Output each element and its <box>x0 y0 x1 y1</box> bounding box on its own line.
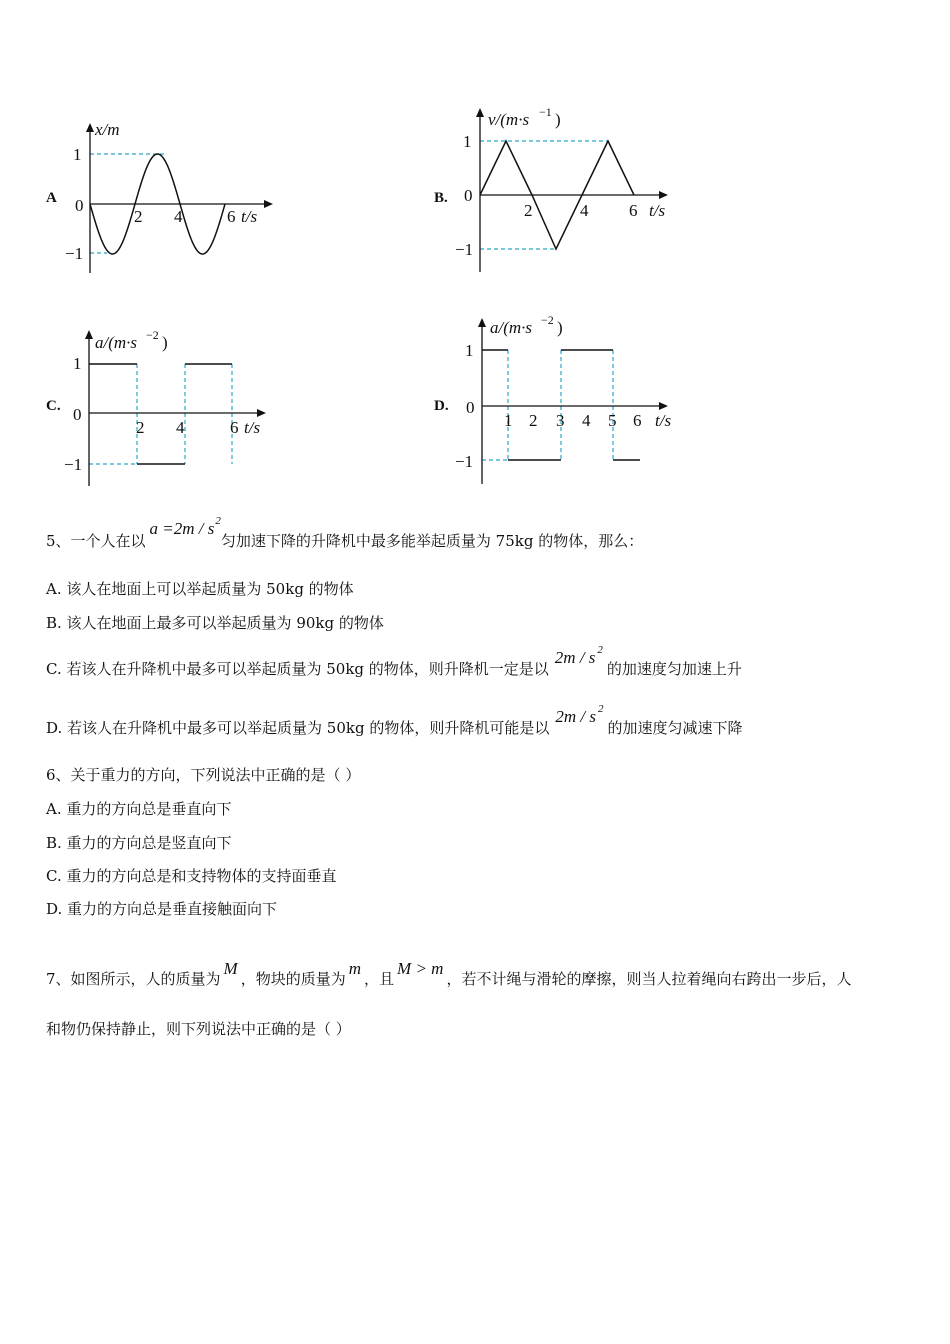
q7-text-3: ，且 <box>364 970 395 988</box>
svg-text:v/(m·s <box>488 110 529 129</box>
q7-text-4: ，若不计绳与滑轮的摩擦，则当人拉着绳向右跨出一步后，人 <box>446 970 852 988</box>
graph-b-yexp: −1 <box>539 105 552 119</box>
graph-a-xtick-6: 6 <box>227 207 236 226</box>
graph-d-xtick-1: 1 <box>504 411 513 430</box>
q7-var-m: m <box>348 959 362 978</box>
q5-option-c-text: C. 若该人在升降机中最多可以举起质量为 50kg 的物体，则升降机一定是以 <box>46 660 549 678</box>
graph-b-ytick-1: 1 <box>463 132 472 151</box>
q7-text-2: ，物块的质量为 <box>240 970 346 988</box>
graph-c-ylabel: a/(m·s <box>95 333 138 352</box>
q5-option-c <box>46 644 742 679</box>
graph-d-xtick-6: 6 <box>633 411 642 430</box>
option-d-label: D. <box>434 398 449 414</box>
graph-b <box>452 100 692 280</box>
q5-option-d-tail: 的加速度匀减速下降 <box>607 719 743 737</box>
graph-d-ytick-0: 0 <box>466 398 475 417</box>
graph-c-ytick-1: 1 <box>73 354 82 373</box>
q5-formula: a =2m / s <box>149 519 215 538</box>
graph-c-xlabel: t/s <box>244 418 261 437</box>
graph-b-xtick-6: 6 <box>629 201 638 220</box>
q5-prefix: 5、一个人在以 <box>46 532 146 550</box>
graph-b-xtick-2: 2 <box>524 201 533 220</box>
q6-stem: 6、关于重力的方向，下列说法中正确的是（ ） <box>46 766 361 784</box>
graph-d-yexp: −2 <box>541 313 554 327</box>
q5-option-c-tail: 的加速度匀加速上升 <box>606 660 742 678</box>
graph-a-ytick-1: 1 <box>73 145 82 164</box>
q5-option-a: A. 该人在地面上可以举起质量为 50kg 的物体 <box>46 580 354 598</box>
q5-option-d <box>46 703 743 738</box>
svg-text:x/m <box>94 120 120 139</box>
graph-d-yclose: ) <box>557 318 563 337</box>
graph-c-ytick-0: 0 <box>73 405 82 424</box>
q7-relation: M > m <box>397 959 444 978</box>
graph-a-xtick-2: 2 <box>134 207 143 226</box>
graph-d-xtick-5: 5 <box>608 411 617 430</box>
svg-text:a/(m·s <box>95 333 137 352</box>
graph-d-ytick-1: 1 <box>465 341 474 360</box>
q7-stem-line1 <box>46 959 852 989</box>
graph-b-yclose: ) <box>555 110 561 129</box>
q5-option-b: B. 该人在地面上最多可以举起质量为 90kg 的物体 <box>46 614 384 632</box>
option-b-label: B. <box>434 190 448 206</box>
q5-option-c-formula: 2m / s <box>554 648 596 667</box>
graph-a <box>55 115 285 285</box>
q6-option-c: C. 重力的方向总是和支持物体的支持面垂直 <box>46 867 337 885</box>
graph-d-xtick-3: 3 <box>556 411 565 430</box>
graph-b-xtick-4: 4 <box>580 201 589 220</box>
graph-d-xtick-2: 2 <box>529 411 538 430</box>
q5-option-d-formula: 2m / s <box>555 707 596 726</box>
q5-formula-exp: 2 <box>215 515 221 527</box>
graph-a-xtick-4: 4 <box>174 207 183 226</box>
graph-a-xlabel: t/s <box>241 207 258 226</box>
option-c-label: C. <box>46 398 61 414</box>
graph-a-ylabel: x/m <box>95 120 120 139</box>
graph-a-ytick-0: 0 <box>75 196 84 215</box>
q5-option-d-text: D. 若该人在升降机中最多可以举起质量为 50kg 的物体，则升降机可能是以 <box>46 719 550 737</box>
graph-b-ylabel: v/(m·s <box>488 110 530 129</box>
q5-stem <box>46 515 644 551</box>
q5-option-c-exp: 2 <box>597 644 603 656</box>
q7-stem-line2: 和物仍保持静止，则下列说法中正确的是（ ） <box>46 1020 351 1038</box>
graph-c-xtick-6: 6 <box>230 418 239 437</box>
graph-b-ytick-0: 0 <box>464 186 473 205</box>
graph-d <box>452 306 692 491</box>
graph-d-ytick-neg1: −1 <box>455 452 474 471</box>
q5-suffix: 匀加速下降的升降机中最多能举起质量为 75kg 的物体，那么： <box>220 532 644 550</box>
graph-a-ytick-neg1: −1 <box>65 244 84 263</box>
svg-text:a/(m·s <box>490 318 532 337</box>
q7-var-M: M <box>223 959 238 978</box>
graph-c-xtick-4: 4 <box>176 418 185 437</box>
graph-b-ytick-neg1: −1 <box>455 240 474 259</box>
graph-c-ytick-neg1: −1 <box>64 455 83 474</box>
q6-option-d: D. 重力的方向总是垂直接触面向下 <box>46 900 278 918</box>
graph-c-yexp: −2 <box>146 328 159 342</box>
option-a-label: A <box>46 190 57 206</box>
graph-d-ylabel: a/(m·s <box>490 318 533 337</box>
graph-d-xlabel: t/s <box>655 411 672 430</box>
graph-c-xtick-2: 2 <box>136 418 145 437</box>
q5-option-d-exp: 2 <box>597 703 604 715</box>
graph-c <box>55 322 285 497</box>
graph-b-xlabel: t/s <box>649 201 666 220</box>
graph-c-yclose: ) <box>162 333 168 352</box>
q6-option-a: A. 重力的方向总是垂直向下 <box>46 800 232 818</box>
q7-text-1: 7、如图所示，人的质量为 <box>46 970 221 988</box>
q6-option-b: B. 重力的方向总是竖直向下 <box>46 834 232 852</box>
graph-d-xtick-4: 4 <box>582 411 591 430</box>
